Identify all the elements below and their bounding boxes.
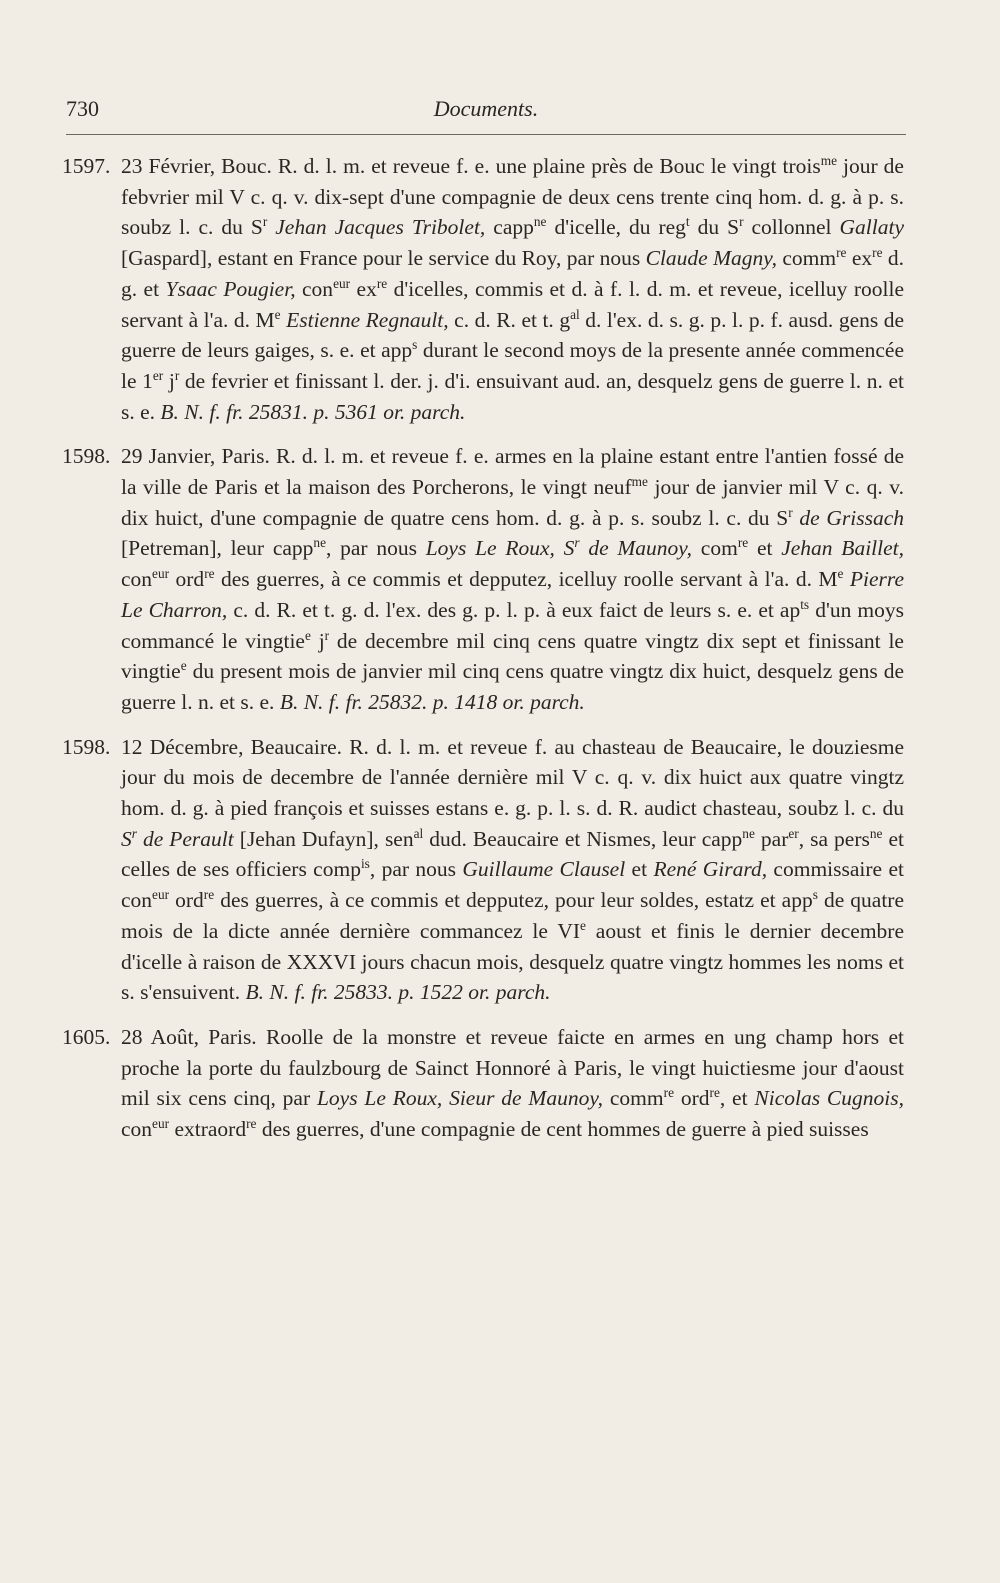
superscript-abbrev: al bbox=[570, 306, 580, 322]
superscript-abbrev: re bbox=[737, 535, 749, 551]
text-run: des guerres, d'une compagnie de cent hommes de guerre à pied suisses bbox=[256, 1117, 869, 1142]
italic-text: de Grissach bbox=[799, 505, 905, 530]
italic-text: B. N. f. fr. 25832. p. 1418 or. parch. bbox=[279, 689, 585, 714]
superscript-abbrev: r bbox=[739, 214, 744, 230]
text-run: c. d. R. et t. g bbox=[448, 307, 571, 332]
text-run: de quatre mois de la dicte année dernière commancez le VI bbox=[121, 888, 905, 943]
italic-text: Gallaty bbox=[839, 215, 904, 240]
superscript-abbrev: re bbox=[203, 887, 215, 903]
text-run: ord bbox=[674, 1086, 710, 1111]
text-run: con bbox=[121, 567, 153, 592]
italic-text: de Perault bbox=[136, 826, 234, 851]
italic-text: Guillaume Clausel bbox=[462, 857, 626, 882]
running-title: Documents. bbox=[433, 96, 539, 121]
text-run: d. l'ex. d. s. g. p. l. p. f. ausd. gens de guerre de leurs gaiges, s. e. et app bbox=[121, 307, 905, 363]
text-run: [Jehan Dufayn], sen bbox=[233, 826, 414, 851]
superscript-abbrev: eur bbox=[152, 887, 170, 903]
text-run: 29 Janvier, Paris. R. d. l. m. et reveue f. e. armes en la plaine estant entre l'antien fossé de la ville de Paris et la maison des Porcherons, le vingt neuf bbox=[121, 444, 904, 500]
text-run: con bbox=[295, 276, 334, 301]
text-run: ord bbox=[169, 567, 205, 592]
italic-text: Pierre Le Charron, bbox=[121, 567, 905, 622]
text-run: d'icelles, commis et d. à f. l. d. m. et reveue, icelluy roolle servant à l'a. d. M bbox=[121, 276, 904, 332]
italic-text: Estienne Regnault, bbox=[286, 307, 449, 332]
superscript-abbrev: me bbox=[631, 474, 648, 490]
superscript-abbrev: e bbox=[580, 917, 586, 933]
text-run: j bbox=[310, 628, 325, 653]
superscript-abbrev: t bbox=[685, 214, 690, 230]
entry-text bbox=[121, 151, 904, 427]
superscript-abbrev: is bbox=[360, 856, 370, 872]
superscript-abbrev: re bbox=[836, 245, 847, 261]
italic-text: Claude Magny, bbox=[645, 246, 777, 271]
superscript-abbrev: r bbox=[574, 535, 580, 551]
superscript-abbrev: e bbox=[274, 306, 281, 322]
text-run: aoust et finis le dernier decembre d'icelle à raison de XXXVI jours chacun mois, desquelz quatre vingtz hommes les noms et s. s'ensuivent. bbox=[121, 918, 904, 1005]
superscript-abbrev: s bbox=[412, 337, 418, 353]
superscript-abbrev: er bbox=[788, 825, 799, 841]
text-run: 12 Décembre, Beaucaire. R. d. l. m. et reveue f. au chasteau de Beaucaire, le douziesme jour du mois de decembre de l'année dernière mil V c. q. v. dix huict aux quatre vingtz hom. d. g. à pied françois et suisses estans e. g. p. l. s. d. R. audict chasteau, soubz l. c. du bbox=[121, 734, 904, 821]
text-run: et bbox=[748, 536, 782, 561]
superscript-abbrev: e bbox=[837, 566, 844, 582]
text-run: extraord bbox=[169, 1117, 247, 1142]
superscript-abbrev: eur bbox=[333, 275, 351, 291]
text-run: , par nous bbox=[369, 857, 463, 882]
superscript-abbrev: re bbox=[872, 245, 883, 261]
text-run: des guerres, à ce commis et depputez, pour leur soldes, estatz et app bbox=[214, 888, 813, 913]
text-run: collonnel bbox=[743, 215, 840, 240]
italic-text: Nicolas Cugnois, bbox=[754, 1086, 904, 1111]
text-run: [Gaspard], estant en France pour le service du Roy, par nous bbox=[121, 246, 646, 271]
superscript-abbrev: r bbox=[131, 825, 137, 841]
page-number: 730 bbox=[66, 96, 99, 121]
text-run: par bbox=[754, 826, 789, 851]
text-run: comm bbox=[776, 246, 837, 271]
superscript-abbrev: re bbox=[709, 1085, 720, 1101]
superscript-abbrev: ts bbox=[800, 596, 810, 612]
superscript-abbrev: re bbox=[376, 275, 388, 291]
text-run: commissaire et con bbox=[121, 857, 904, 913]
text-run: et celles de ses officiers comp bbox=[121, 826, 904, 882]
text-run: de fevrier et finissant l. der. j. d'i. ensuivant aud. an, desquelz gens de guerre l. n. et s. e. bbox=[121, 368, 904, 424]
entry-1605 bbox=[62, 1022, 904, 1145]
text-run: jour de febvrier mil V c. q. v. dix-sept d'une compagnie de deux cens trente cinq hom. d. g. à p. s. soubz l. c. du S bbox=[121, 154, 904, 240]
text-run: com bbox=[692, 536, 738, 561]
text-run: d'un moys commancé le vingtie bbox=[121, 597, 905, 653]
superscript-abbrev: r bbox=[174, 367, 180, 383]
text-run: ex bbox=[350, 276, 377, 301]
text-run: dud. Beaucaire et Nismes, leur capp bbox=[423, 826, 743, 851]
text-run: c. d. R. et t. g. d. l'ex. des g. p. l. p. à eux faict de leurs s. e. et ap bbox=[227, 597, 801, 622]
text-run: d. g. et bbox=[121, 246, 905, 301]
text-run: de decembre mil cinq cens quatre vingtz dix sept et finissant le vingtie bbox=[121, 628, 904, 684]
superscript-abbrev: re bbox=[663, 1085, 674, 1101]
text-run: jour de janvier mil V c. q. v. dix huict, d'une compagnie de quatre cens hom. d. g. à p. s. soubz l. c. du S bbox=[121, 475, 904, 530]
text-run: des guerres, à ce commis et depputez, icelluy roolle servant à l'a. d. M bbox=[214, 567, 838, 592]
entry-year: 1598. bbox=[62, 444, 111, 469]
superscript-abbrev: re bbox=[246, 1116, 257, 1132]
entry-year: 1605. bbox=[62, 1024, 111, 1049]
text-run: j bbox=[163, 368, 175, 393]
text-run: , et bbox=[719, 1086, 755, 1111]
superscript-abbrev: e bbox=[180, 658, 187, 674]
entry-text bbox=[121, 732, 904, 1008]
text-run: et bbox=[625, 857, 654, 882]
text-run: du S bbox=[689, 215, 740, 240]
superscript-abbrev: r bbox=[262, 214, 268, 230]
entry-text bbox=[121, 1022, 904, 1145]
entry-text bbox=[121, 441, 904, 717]
text-run: 23 Février, Bouc. R. d. l. m. et reveue f. e. une plaine près de Bouc le vingt trois bbox=[121, 154, 821, 178]
text-run: capp bbox=[485, 215, 534, 240]
text-run: con bbox=[121, 1117, 153, 1142]
superscript-abbrev: r bbox=[788, 504, 793, 520]
text-run: 28 Août, Paris. Roolle de la monstre et reveue faicte en armes en ung champ hors et proche la porte du faulzbourg de Sainct Honnoré à Paris, le vingt huictiesme jour d'aoust mil six cens cinq, par bbox=[121, 1024, 904, 1111]
entry-1598-december bbox=[62, 732, 905, 1008]
text-run: d'icelle, du reg bbox=[546, 215, 686, 240]
text-run: comm bbox=[603, 1086, 664, 1111]
superscript-abbrev: eur bbox=[152, 566, 170, 582]
entry-year: 1597. bbox=[62, 154, 111, 178]
italic-text: Loys Le Roux, Sieur de Maunoy, bbox=[316, 1086, 604, 1111]
italic-text: Loys Le Roux, S bbox=[425, 536, 575, 561]
italic-text: de Maunoy, bbox=[579, 536, 693, 561]
text-run: [Petreman], leur capp bbox=[121, 536, 314, 561]
superscript-abbrev: ne bbox=[533, 214, 547, 230]
superscript-abbrev: eur bbox=[152, 1116, 170, 1132]
page-header bbox=[66, 94, 906, 135]
italic-text: Jehan Jacques Tribolet, bbox=[275, 215, 486, 240]
italic-text: René Girard, bbox=[653, 857, 768, 882]
text-run: ord bbox=[169, 888, 204, 913]
superscript-abbrev: er bbox=[152, 367, 164, 383]
text-run: , par nous bbox=[326, 536, 426, 561]
entries-list bbox=[62, 151, 905, 1159]
superscript-abbrev: re bbox=[204, 566, 215, 582]
text-run: ex bbox=[846, 246, 873, 271]
text-run: , sa pers bbox=[798, 826, 870, 851]
entry-year: 1598. bbox=[62, 734, 111, 759]
superscript-abbrev: me bbox=[820, 153, 838, 169]
entry-1597 bbox=[62, 151, 905, 427]
text-run: durant le second moys de la presente année commencée le 1 bbox=[121, 338, 904, 393]
text-run: du present mois de janvier mil cinq cens quatre vingtz dix huict, desquelz gens de guerre l. n. et s. e. bbox=[121, 659, 904, 714]
entry-1598-january bbox=[62, 441, 905, 717]
italic-text: Ysaac Pougier, bbox=[165, 276, 296, 301]
superscript-abbrev: ne bbox=[742, 825, 755, 841]
superscript-abbrev: r bbox=[324, 627, 330, 643]
superscript-abbrev: e bbox=[304, 627, 311, 643]
italic-text: B. N. f. fr. 25833. p. 1522 or. parch. bbox=[245, 980, 551, 1005]
superscript-abbrev: s bbox=[812, 887, 818, 903]
italic-text: Jehan Baillet, bbox=[781, 536, 905, 561]
italic-text: S bbox=[121, 826, 132, 851]
superscript-abbrev: ne bbox=[313, 535, 326, 551]
italic-text: B. N. f. fr. 25831. p. 5361 or. parch. bbox=[160, 399, 466, 424]
superscript-abbrev: al bbox=[413, 825, 424, 841]
superscript-abbrev: ne bbox=[869, 825, 883, 841]
